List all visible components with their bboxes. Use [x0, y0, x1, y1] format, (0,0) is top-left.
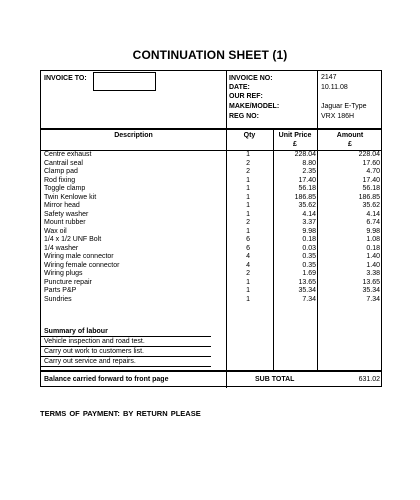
item-description: Puncture repair: [44, 278, 92, 286]
item-qty: 1: [246, 202, 250, 209]
invoice-to-label: INVOICE TO:: [44, 75, 87, 82]
item-description: Cantrail seal: [44, 159, 83, 167]
item-qty: 4: [246, 253, 250, 260]
item-qty: 1: [246, 227, 250, 235]
item-unit-price: 13.65: [298, 278, 316, 286]
subtotal-value: 631.02: [358, 376, 380, 383]
table-row: [41, 279, 381, 287]
make-model-value: Jaguar E-Type: [321, 103, 367, 110]
table-row: [41, 270, 381, 278]
table-row: [41, 262, 381, 270]
item-description: 1/4 washer: [44, 244, 79, 252]
item-amount: 186.85: [358, 193, 380, 201]
terms-of-payment: TERMS OF PAYMENT: BY RETURN PLEASE: [40, 409, 201, 418]
item-qty: 1: [246, 193, 250, 201]
item-qty: 6: [246, 244, 250, 252]
item-qty: 1: [246, 176, 250, 184]
item-amount: 0.18: [366, 244, 380, 252]
table-row: [41, 287, 381, 295]
table-row: [41, 219, 381, 227]
item-description: Mount rubber: [44, 219, 86, 226]
item-qty: 1: [246, 287, 250, 294]
item-amount: 4.70: [366, 168, 380, 175]
item-unit-price: 17.40: [298, 176, 316, 184]
item-unit-price: 0.35: [302, 253, 316, 260]
item-unit-price: 9.98: [302, 227, 316, 235]
unit-price-currency: £: [293, 141, 297, 148]
header-top-rule: [41, 128, 381, 130]
item-qty: 2: [246, 270, 250, 277]
item-description: Parts P&P: [44, 287, 77, 294]
item-unit-price: 1.69: [302, 270, 316, 277]
table-row: [41, 236, 381, 244]
item-unit-price: 0.18: [302, 236, 316, 243]
labour-heading: Summary of labour: [44, 328, 108, 335]
item-description: Toggle clamp: [44, 185, 86, 192]
item-qty: 4: [246, 261, 250, 269]
table-row: [41, 245, 381, 253]
item-qty: 2: [246, 219, 250, 226]
item-amount: 35.62: [362, 202, 380, 209]
item-amount: 7.34: [366, 295, 380, 303]
item-unit-price: 8.80: [302, 159, 316, 167]
item-description: Wax oil: [44, 227, 67, 235]
item-qty: 2: [246, 159, 250, 167]
table-row: [41, 253, 381, 261]
item-description: Wiring female connector: [44, 261, 120, 269]
item-amount: 13.65: [362, 278, 380, 286]
item-amount: 228.04: [358, 151, 380, 158]
date-label: DATE:: [229, 84, 250, 91]
item-unit-price: 35.62: [298, 202, 316, 209]
amount-currency: £: [348, 141, 352, 148]
sheet-title: CONTINUATION SHEET (1): [132, 48, 288, 62]
item-amount: 1.40: [366, 261, 380, 269]
item-unit-price: 228.04: [294, 151, 316, 158]
item-description: Mirror head: [44, 202, 80, 209]
footer-top-rule: [41, 370, 381, 372]
table-row: [41, 211, 381, 219]
table-row: [41, 168, 381, 176]
balance-carried-forward-label: Balance carried forward to front page: [44, 376, 169, 383]
description-header: Description: [114, 132, 153, 139]
reg-no-label: REG NO:: [229, 113, 259, 120]
invoice-no-label: INVOICE NO:: [229, 75, 273, 82]
labour-line: Vehicle inspection and road test.: [44, 338, 145, 345]
item-unit-price: 7.34: [302, 295, 316, 303]
item-description: Clamp pad: [44, 168, 78, 175]
item-description: Wiring plugs: [44, 270, 83, 277]
item-description: Rod fixing: [44, 176, 76, 184]
item-unit-price: 4.14: [302, 210, 316, 218]
table-row: [41, 228, 381, 236]
item-description: Sundries: [44, 295, 72, 303]
item-qty: 1: [246, 185, 250, 192]
date-value: 10.11.08: [321, 84, 348, 91]
item-unit-price: 186.85: [294, 193, 316, 201]
table-row: [41, 194, 381, 202]
item-amount: 4.14: [366, 210, 380, 218]
item-description: 1/4 x 1/2 UNF Bolt: [44, 236, 102, 243]
subtotal-label: SUB TOTAL: [255, 376, 295, 383]
item-unit-price: 56.18: [298, 185, 316, 192]
item-unit-price: 35.34: [298, 287, 316, 294]
table-row: [41, 296, 381, 304]
unit-price-header: Unit Price: [278, 132, 312, 139]
invoice-sheet: [40, 70, 382, 387]
item-qty: 1: [246, 278, 250, 286]
item-description: Wiring male connector: [44, 253, 114, 260]
table-row: [41, 160, 381, 168]
item-amount: 6.74: [366, 219, 380, 226]
item-qty: 1: [246, 210, 250, 218]
item-amount: 1.40: [366, 253, 380, 260]
item-unit-price: 0.35: [302, 261, 316, 269]
invoice-no-value: 2147: [321, 74, 337, 81]
item-description: Safety washer: [44, 210, 89, 218]
table-row: [41, 185, 381, 193]
item-amount: 3.38: [366, 270, 380, 277]
qty-header: Qty: [243, 132, 256, 139]
item-amount: 56.18: [362, 185, 380, 192]
item-unit-price: 3.37: [302, 219, 316, 226]
table-row: [41, 177, 381, 185]
labour-rule: [41, 366, 211, 367]
item-qty: 1: [246, 151, 250, 158]
table-row: [41, 151, 381, 159]
item-amount: 17.60: [362, 159, 380, 167]
item-amount: 35.34: [362, 287, 380, 294]
item-qty: 2: [246, 168, 250, 175]
item-unit-price: 0.03: [302, 244, 316, 252]
item-qty: 6: [246, 236, 250, 243]
our-ref-label: OUR REF:: [229, 93, 263, 100]
reg-no-value: VRX 186H: [321, 113, 355, 120]
redacted-address-box: [93, 72, 156, 91]
item-amount: 1.08: [366, 236, 380, 243]
item-amount: 9.98: [366, 227, 380, 235]
table-row: [41, 202, 381, 210]
item-description: Centre exhaust: [44, 151, 92, 158]
item-unit-price: 2.35: [302, 168, 316, 175]
item-qty: 1: [246, 295, 250, 303]
item-description: Twin Kenlowe kit: [44, 193, 97, 201]
amount-header: Amount: [336, 132, 364, 139]
item-amount: 17.40: [362, 176, 380, 184]
labour-line: Carry out service and repairs.: [44, 358, 136, 365]
make-model-label: MAKE/MODEL:: [229, 103, 280, 110]
labour-line: Carry out work to customers list.: [44, 348, 144, 355]
